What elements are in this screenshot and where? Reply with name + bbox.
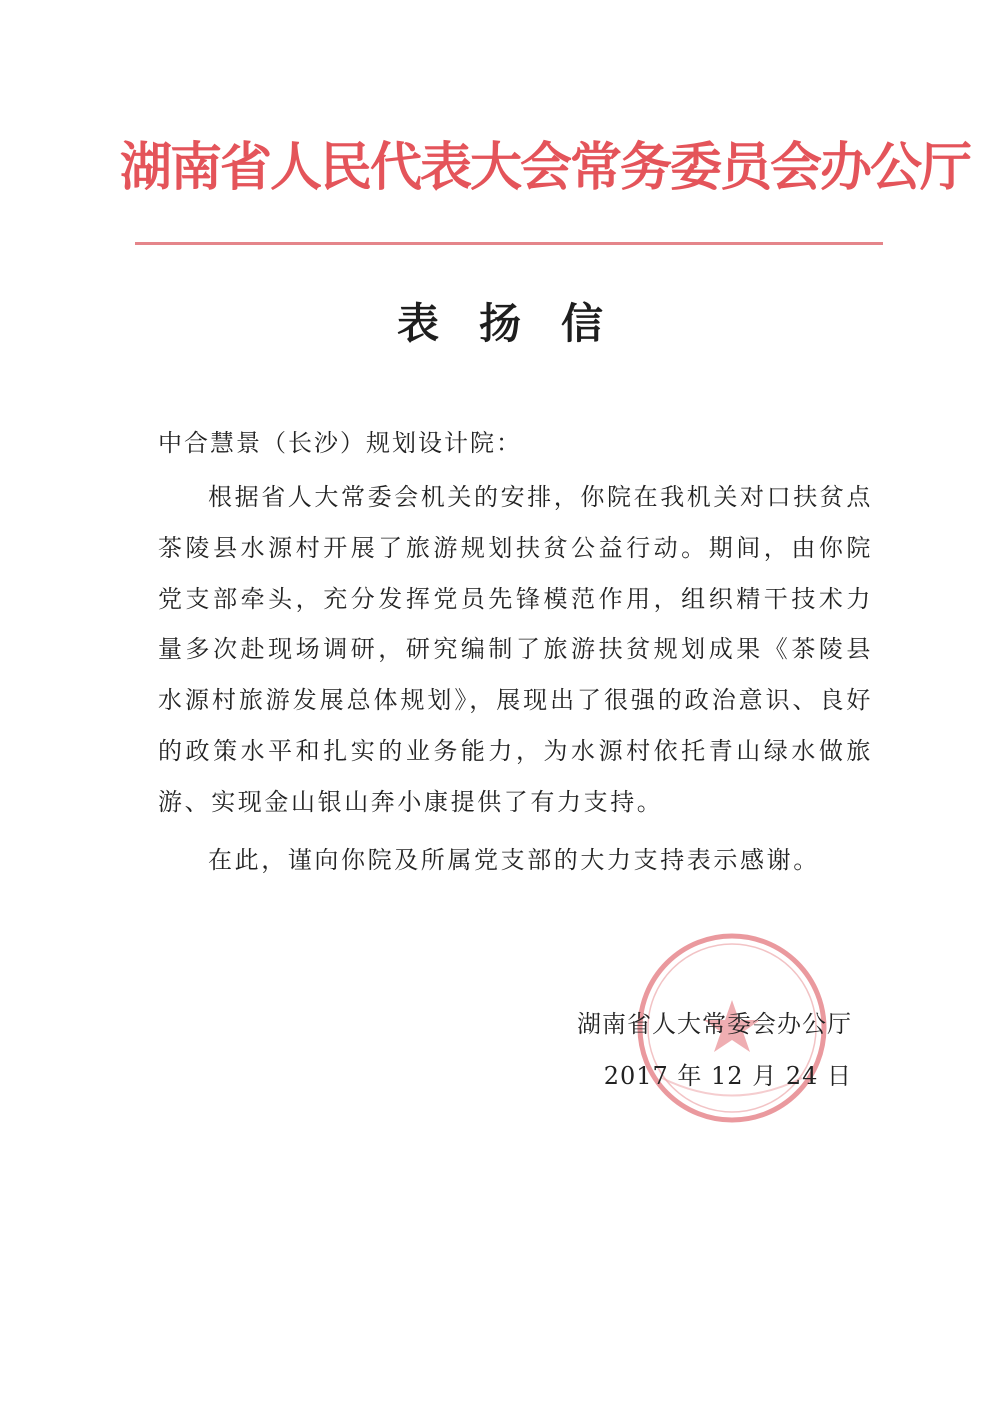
signature-org: 湖南省人大常委会办公厅 [577, 1010, 852, 1038]
document-title: 表扬信 [396, 299, 643, 348]
letterhead-org-name: 湖南省人民代表大会常务委员会办公厅 [120, 138, 971, 198]
body-paragraph-1: 根据省人大常委会机关的安排，你院在我机关对口扶贫点茶陵县水源村开展了旅游规划扶贫公益行动。期间，由你院党支部牵头，充分发挥党员先锋模范作用，组织精干技术力量多次赴现场调研，研究编制了旅游扶贫规划成果《茶陵县水源村旅游发展总体规划》，展现出了很强的政治意识、良好的政策水平和扎实的业务能力，为水源村依托青山绿水做旅游、实现金山银山奔小康提供了有力支持。 [158, 483, 873, 816]
salutation: 中合慧景（长沙）规划设计院： [158, 429, 522, 457]
signature-block [577, 998, 852, 1102]
letterhead-divider [135, 242, 883, 245]
signature-date: 2017 年 12 月 24 日 [603, 1062, 852, 1090]
body-paragraph-2: 在此，谨向你院及所属党支部的大力支持表示感谢。 [208, 846, 820, 874]
